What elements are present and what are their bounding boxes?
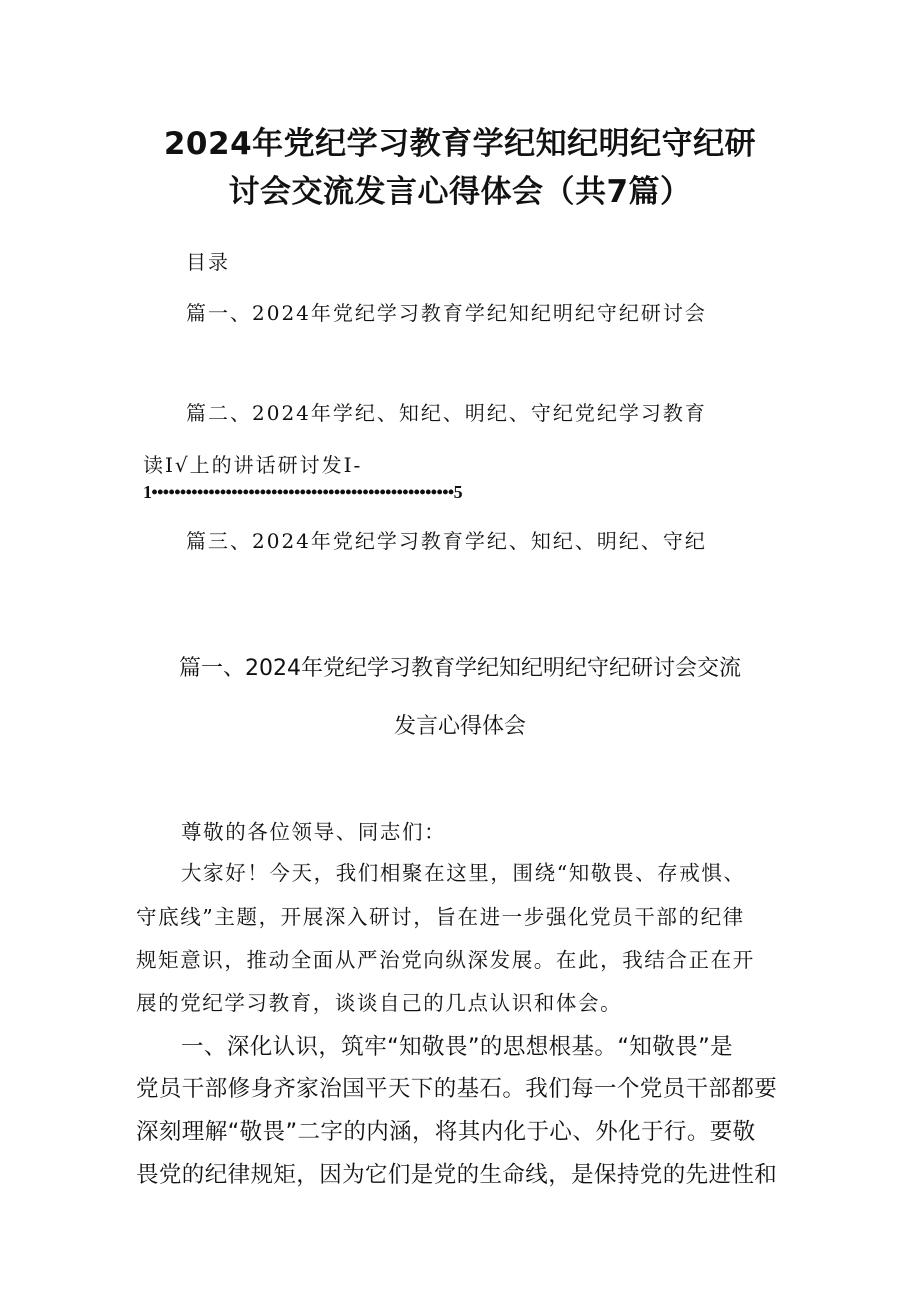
section-1-heading-line-2: 发言心得体会 [393, 714, 526, 739]
paragraph-1-line-4: 展的党纪学习教育，谈谈自己的几点认识和体会。 [136, 991, 623, 1015]
paragraph-2-line-1: 一、深化认识，筑牢“知敬畏”的思想根基。“知敬畏”是 [181, 1034, 734, 1060]
paragraph-1-line-2: 守底线”主题，开展深入研讨，旨在进一步强化党员干部的纪律 [136, 905, 745, 929]
paragraph-1-line-3: 规矩意识，推动全面从严治党向纵深发展。在此，我结合正在开 [136, 948, 755, 972]
paragraph-2-line-4: 畏党的纪律规矩，因为它们是党的生命线，是保持党的先进性和 [136, 1162, 778, 1188]
document-title-line-1: 2024年党纪学习教育学纪知纪明纪守纪研 [163, 126, 757, 162]
toc-item-2-leader-line[interactable]: 1•••••••••••••••••••••••••••••••••••••••••••••••••••••5 [143, 482, 462, 502]
paragraph-1-line-1: 大家好！今天，我们相聚在这里，围绕“知敬畏、存戒惧、 [181, 861, 746, 885]
toc-item-2-line-1[interactable]: 篇二、2024年学纪、知纪、明纪、守纪党纪学习教育 [186, 401, 707, 425]
paragraph-2-line-2: 党员干部修身齐家治国平天下的基石。我们每一个党员干部都要 [136, 1076, 778, 1102]
toc-item-2-line-2[interactable]: 读I√上的讲话研讨发I- [143, 453, 363, 477]
greeting: 尊敬的各位领导、同志们： [181, 820, 447, 844]
toc-item-3[interactable]: 篇三、2024年党纪学习教育学纪、知纪、明纪、守纪 [186, 529, 707, 553]
section-1-heading-line-1: 篇一、2024年党纪学习教育学纪知纪明纪守纪研讨会交流 [179, 656, 741, 681]
document-title-line-2: 讨会交流发言心得体会（共7篇） [228, 174, 692, 210]
toc-heading: 目录 [186, 250, 230, 274]
paragraph-2-line-3: 深刻理解“敬畏”二字的内涵，将其内化于心、外化于行。要敬 [136, 1119, 756, 1145]
toc-item-1[interactable]: 篇一、2024年党纪学习教育学纪知纪明纪守纪研讨会 [186, 301, 707, 325]
